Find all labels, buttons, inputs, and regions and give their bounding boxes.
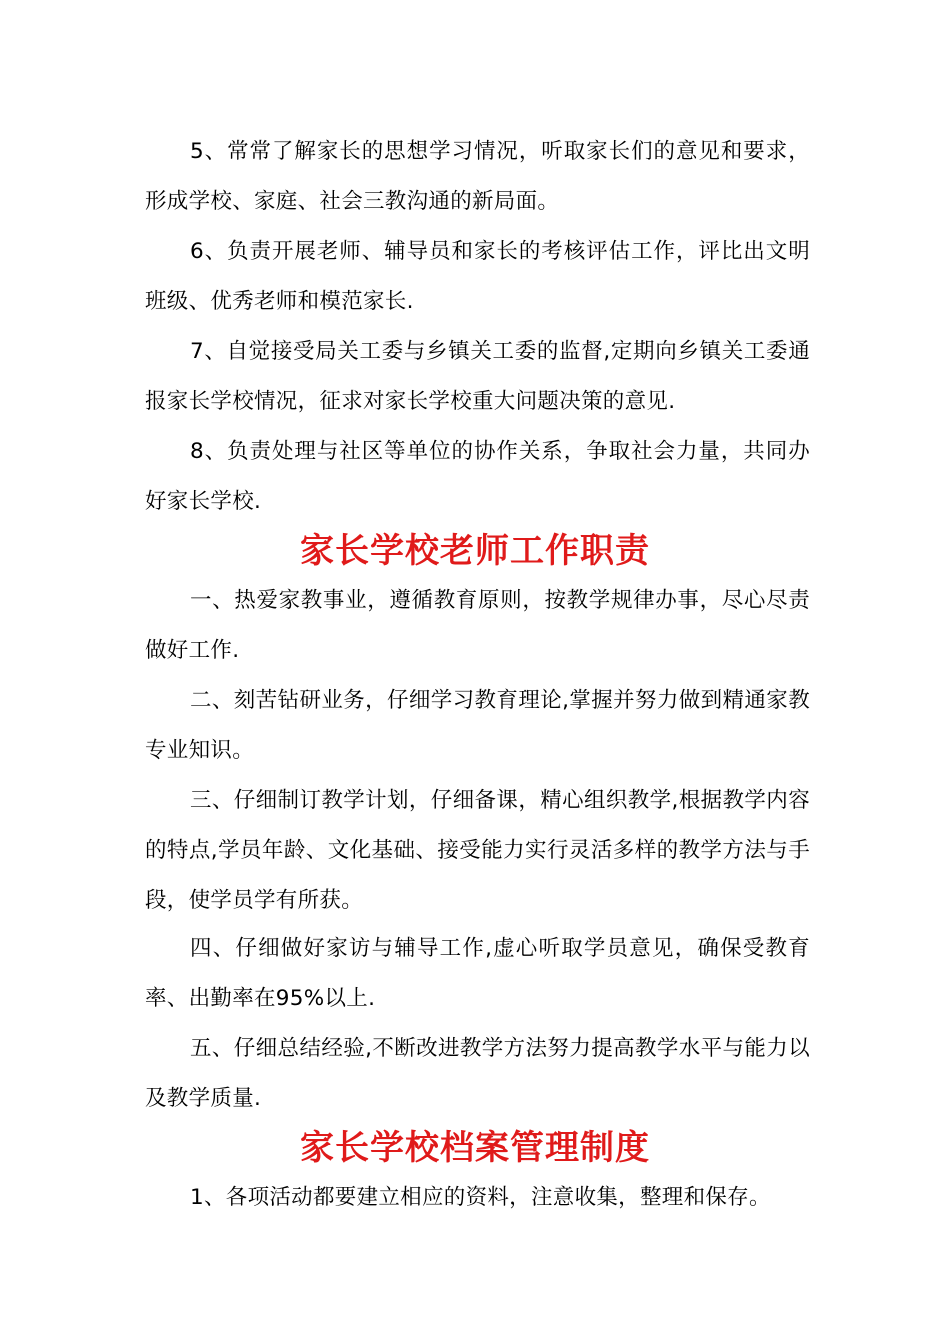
archive-rule-1: 1、各项活动都要建立相应的资料，注意收集，整理和保存。 — [190, 1185, 771, 1210]
duty-item-6: 6、负责开展老师、辅导员和家长的考核评估工作，评比出文明班级、优秀老师和模范家长. — [145, 239, 810, 314]
duty-item-8: 8、负责处理与社区等单位的协作关系，争取社会力量，共同办好家长学校. — [145, 439, 810, 514]
teacher-duty-4: 四、仔细做好家访与辅导工作,虚心听取学员意见，确保受教育率、出勤率在95%以上. — [145, 936, 810, 1011]
duty-item-5: 5、常常了解家长的思想学习情况，听取家长们的意见和要求，形成学校、家庭、社会三教沟通的新局面。 — [145, 139, 810, 214]
section-heading-teacher-duties: 家长学校老师工作职责 — [300, 531, 650, 571]
teacher-duty-1: 一、热爱家教事业，遵循教育原则，按教学规律办事，尽心尽责做好工作. — [145, 588, 810, 663]
teacher-duty-2: 二、刻苦钻研业务，仔细学习教育理论,掌握并努力做到精通家教专业知识。 — [145, 688, 810, 763]
teacher-duty-3: 三、仔细制订教学计划，仔细备课，精心组织教学,根据教学内容的特点,学员年龄、文化基础、接受能力实行灵活多样的教学方法与手段，使学员学有所获。 — [145, 788, 810, 913]
teacher-duty-5: 五、仔细总结经验,不断改进教学方法努力提高教学水平与能力以及教学质量. — [145, 1036, 810, 1111]
section-heading-archive-management: 家长学校档案管理制度 — [300, 1128, 650, 1168]
duty-item-7: 7、自觉接受局关工委与乡镇关工委的监督,定期向乡镇关工委通报家长学校情况，征求对家长学校重大问题决策的意见. — [145, 339, 810, 414]
